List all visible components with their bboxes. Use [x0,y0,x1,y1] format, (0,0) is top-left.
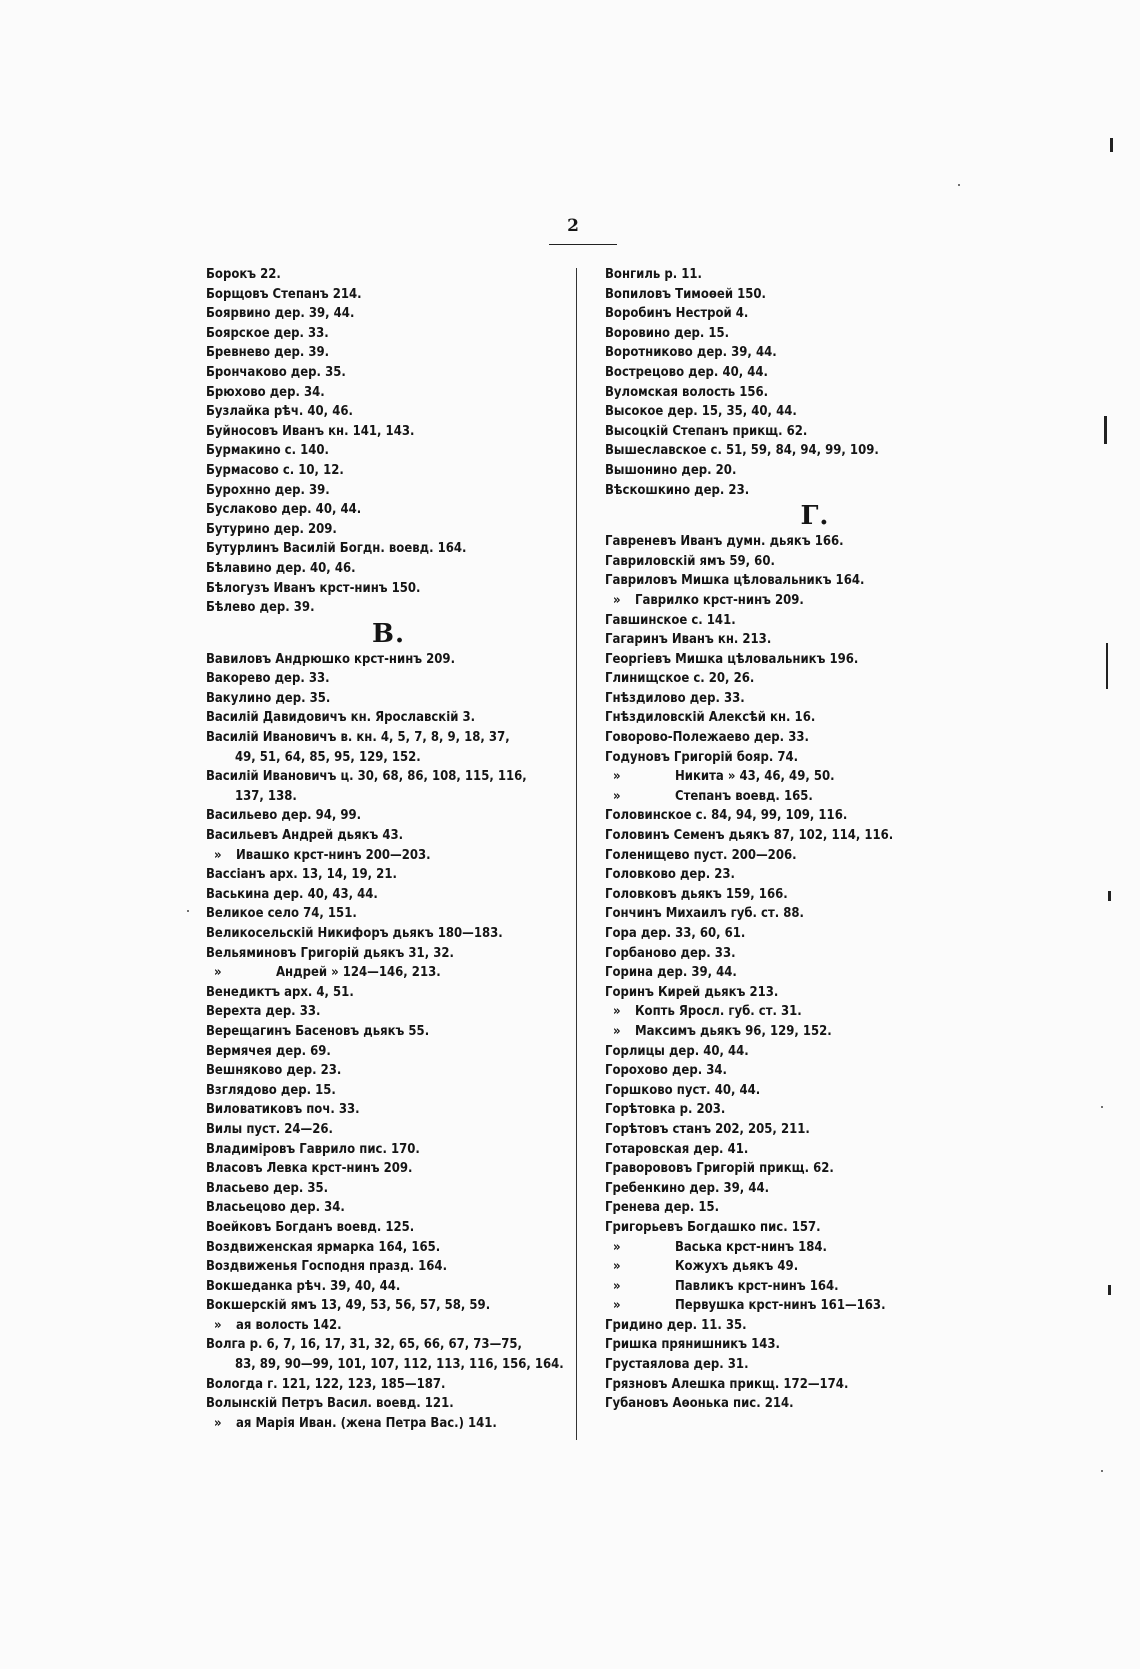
entry-text: Степанъ воевд. 165. [675,788,813,804]
index-entry [605,1061,1025,1081]
index-entry [605,826,1025,846]
entry-text: Высоцкій Степанъ прикщ. 62. [605,423,808,439]
entry-text: Вонгиль р. 11. [605,267,702,282]
index-entry [206,963,571,983]
index-entry [605,983,1025,1003]
entry-text: Гончинъ Михаилъ губ. ст. 88. [605,906,804,922]
index-entry [206,598,571,618]
entry-text: Грустаялова дер. 31. [605,1357,749,1373]
index-entry [206,885,571,905]
index-entry [206,1414,571,1434]
entry-text: Верехта дер. 33. [206,1004,321,1020]
index-entry [605,806,1025,826]
index-entry [206,539,571,559]
entry-text: Гнѣздиловскій Алексѣй кн. 16. [605,710,816,726]
scan-speck [187,910,189,912]
index-entry [605,532,1025,552]
index-entry [206,1022,571,1042]
index-entry [206,1120,571,1140]
ditto-mark: » [613,1259,621,1275]
index-entry [206,383,571,403]
margin-mark [1110,138,1113,152]
entry-text: Вѣскошкино дер. 23. [605,482,750,498]
index-entry [605,1100,1025,1120]
entry-text: Борщовъ Степанъ 214. [206,286,362,302]
entry-text: Буслаково дер. 40, 44. [206,502,362,518]
entry-text: Вавиловъ Андрюшко крст-нинъ 209. [206,651,456,667]
entry-text: Брюхово дер. 34. [206,384,325,400]
entry-text: Буйносовъ Иванъ кн. 141, 143. [206,423,415,439]
index-entry [605,787,1025,807]
index-entry [605,1140,1025,1160]
index-entry [206,669,571,689]
entry-text: Василій Давидовичъ кн. Ярославскій 3. [206,710,476,726]
entry-text: Боярское дер. 33. [206,325,329,341]
entry-text: Горина дер. 39, 44. [605,965,737,981]
entry-text: Гавриловъ Мишка цѣловальникъ 164. [605,573,865,589]
index-entry [206,924,571,944]
index-entry [605,441,1025,461]
entry-text: Бѣлогузъ Иванъ крст-нинъ 150. [206,580,421,596]
index-entry [605,1159,1025,1179]
index-entry [605,363,1025,383]
index-entry [605,944,1025,964]
entry-text: Готаровская дер. 41. [605,1141,749,1157]
index-entry [605,1002,1025,1022]
entry-text: Взглядово дер. 15. [206,1082,336,1098]
index-entry [605,708,1025,728]
entry-text: Владиміровъ Гаврило пис. 170. [206,1141,420,1157]
entry-text: Брончаково дер. 35. [206,364,346,380]
index-entry [206,520,571,540]
index-entry [206,402,571,422]
index-entry [206,559,571,579]
entry-text: Власовъ Левка крст-нинъ 209. [206,1161,413,1177]
entry-text: Великосельскій Никифоръ дьякъ 180—183. [206,926,503,941]
entry-text: Бревнево дер. 39. [206,345,330,361]
index-entry [605,285,1025,305]
entry-text: Васильево дер. 94, 99. [206,808,362,824]
entry-text: Головковъ дьякъ 159, 166. [605,886,788,902]
entry-text: Виловатиковъ поч. 33. [206,1102,360,1118]
margin-mark [1106,643,1108,689]
entry-text: Павликъ крст-нинъ 164. [675,1278,839,1294]
entry-text: Вакулино дер. 35. [206,690,331,706]
index-entry [605,481,1025,501]
index-entry [605,885,1025,905]
entry-text: Бутурино дер. 209. [206,521,337,537]
margin-mark [1108,1285,1111,1295]
entry-text: Вассіанъ арх. 13, 14, 19, 21. [206,867,397,883]
right-column [605,265,1025,1414]
entry-text: Вилы пуст. 24—26. [206,1121,333,1137]
entry-text: Головинъ Семенъ дьякъ 87, 102, 114, 116. [605,828,894,844]
ditto-mark: » [613,1004,621,1020]
entry-text: Василій Ивановичъ в. кн. 4, 5, 7, 8, 9, 18, 37, [206,730,510,746]
entry-text: Васька крст-нинъ 184. [675,1239,827,1255]
entry-text: Максимъ дьякъ 96, 129, 152. [635,1023,832,1039]
entry-text: Бѣлево дер. 39. [206,600,315,616]
index-entry [605,630,1025,650]
entry-text: Вокшеданка рѣч. 39, 40, 44. [206,1278,401,1294]
index-entry [206,1238,571,1258]
index-entry [605,1042,1025,1062]
index-entry [206,1394,571,1414]
entry-text: Васькина дер. 40, 43, 44. [206,886,378,902]
index-entry [605,963,1025,983]
entry-text: Воздвиженья Господня празд. 164. [206,1259,448,1275]
entry-text: Вельяминовъ Григорій дьякъ 31, 32. [206,945,454,961]
scan-speck [958,184,960,186]
entry-text: Боярвино дер. 39, 44. [206,306,355,322]
index-entry [206,1257,571,1277]
index-entry [605,1218,1025,1238]
index-entry [206,944,571,964]
ditto-mark: » [214,847,222,863]
index-entry [605,571,1025,591]
index-entry [206,748,571,768]
entry-text: Бѣлавино дер. 40, 46. [206,560,356,576]
index-entry [206,767,571,787]
entry-text: Воздвиженская ярмарка 164, 165. [206,1239,441,1255]
entry-text: Василій Ивановичъ ц. 30, 68, 86, 108, 115, 116, [206,769,527,785]
entry-text: Губановъ Аѳонька пис. 214. [605,1396,794,1412]
index-entry [206,1335,571,1355]
ditto-mark: » [613,1239,621,1255]
index-entry [206,806,571,826]
entry-text: Власьево дер. 35. [206,1180,329,1196]
index-entry [206,1277,571,1297]
index-entry [605,1335,1025,1355]
scan-speck [1101,1470,1103,1472]
index-entry [605,748,1025,768]
index-entry [206,343,571,363]
entry-text: Гришка прянишникъ 143. [605,1337,780,1353]
entry-text: Первушка крст-нинъ 161—163. [675,1298,886,1314]
entry-text: Волга р. 6, 7, 16, 17, 31, 32, 65, 66, 67, 73—75, [206,1337,522,1353]
index-entry [206,689,571,709]
index-entry [206,285,571,305]
ditto-mark: » [214,965,222,981]
index-entry [605,591,1025,611]
index-entry [206,265,571,285]
entry-text: Великое село 74, 151. [206,906,357,922]
index-entry [206,1159,571,1179]
index-entry [605,611,1025,631]
index-entry [605,728,1025,748]
index-entry [605,689,1025,709]
entry-text: Бурмасово с. 10, 12. [206,462,344,478]
ditto-mark: » [613,1023,621,1039]
ditto-mark: » [613,788,621,804]
entry-text: Гаврилко крст-нинъ 209. [635,592,804,608]
entry-text: Вермячея дер. 69. [206,1043,331,1059]
entry-text: Головинское с. 84, 94, 99, 109, 116. [605,808,848,824]
index-entry [206,1042,571,1062]
index-entry [206,1375,571,1395]
index-entry [206,1218,571,1238]
left-column [206,265,571,1433]
index-entry [206,304,571,324]
entry-text: Верещагинъ Басеновъ дьякъ 55. [206,1023,430,1039]
entry-text: Гагаринъ Иванъ кн. 213. [605,632,772,648]
index-entry [206,1296,571,1316]
index-entry [605,324,1025,344]
entry-text: Гавриловскій ямъ 59, 60. [605,553,775,569]
index-entry [605,402,1025,422]
entry-text: Власьецово дер. 34. [206,1200,345,1216]
entry-text: Волынскій Петръ Васил. воевд. 121. [206,1396,454,1412]
index-entry [206,708,571,728]
entry-text: Вокшерскій ямъ 13, 49, 53, 56, 57, 58, 59. [206,1298,491,1314]
index-entry [206,865,571,885]
entry-text: Григорьевъ Богдашко пис. 157. [605,1219,821,1235]
page-number: 2 [567,216,579,236]
ditto-mark: » [613,592,621,608]
entry-text: Кожухъ дьякъ 49. [675,1259,799,1275]
entry-text: Вышонино дер. 20. [605,462,737,478]
ditto-mark: » [214,1317,222,1333]
index-entry [605,1375,1025,1395]
entry-text: Горбаново дер. 33. [605,945,736,961]
entry-text: Горшково пуст. 40, 44. [605,1082,761,1098]
index-entry [206,846,571,866]
index-entry [605,1198,1025,1218]
index-entry [206,579,571,599]
entry-text: Копть Яросл. губ. ст. 31. [635,1004,802,1020]
margin-mark [1108,891,1111,901]
index-entry [605,650,1025,670]
entry-text: Венедиктъ арх. 4, 51. [206,984,354,1000]
scan-speck [1101,1106,1103,1108]
entry-text: Воровино дер. 15. [605,325,730,341]
index-entry [206,481,571,501]
entry-text: Вешняково дер. 23. [206,1063,342,1079]
index-entry [206,1316,571,1336]
entry-text: Голенищево пуст. 200—206. [605,847,797,863]
header-rule [549,244,617,245]
index-entry [605,422,1025,442]
entry-text: Горохово дер. 34. [605,1063,727,1079]
ditto-mark: » [613,1278,621,1294]
index-entry [605,383,1025,403]
entry-text: Гавшинское с. 141. [605,612,736,628]
entry-text: Вопиловъ Тимоѳей 150. [605,286,766,302]
entry-text: Ивашко крст-нинъ 200—203. [236,847,431,863]
index-entry [605,265,1025,285]
index-entry [605,1179,1025,1199]
entry-text: ая Марія Иван. (жена Петра Вас.) 141. [236,1415,497,1431]
entry-text: Воробинъ Нестрой 4. [605,306,749,322]
index-entry [206,461,571,481]
entry-text: Гнѣздилово дер. 33. [605,690,745,706]
entry-text: Никита » 43, 46, 49, 50. [675,769,835,785]
index-entry [605,1022,1025,1042]
index-entry [206,787,571,807]
entry-text: ая волость 142. [236,1317,342,1333]
index-entry [605,904,1025,924]
entry-text: Граворововъ Григорій прикщ. 62. [605,1161,834,1177]
index-entry [605,304,1025,324]
entry-text: Бурмакино с. 140. [206,443,329,459]
entry-text: Головково дер. 23. [605,867,735,883]
entry-text: Вакорево дер. 33. [206,671,330,687]
index-entry [605,343,1025,363]
entry-text: Гренева дер. 15. [605,1200,720,1216]
letter-heading: Г. [800,501,830,532]
entry-text: Воротниково дер. 39, 44. [605,345,777,361]
entry-text: Годуновъ Григорій бояр. 74. [605,749,799,765]
index-entry [206,422,571,442]
entry-text: Грязновъ Алешка прикщ. 172—174. [605,1376,849,1392]
entry-text: Гора дер. 33, 60, 61. [605,926,746,941]
index-entry [605,1081,1025,1101]
index-entry [206,1100,571,1120]
index-entry [605,1394,1025,1414]
index-entry [206,1061,571,1081]
index-entry [206,500,571,520]
entry-text: Васильевъ Андрей дьякъ 43. [206,828,404,844]
entry-text: Горѣтовка р. 203. [605,1102,726,1118]
entry-text: Горѣтовъ станъ 202, 205, 211. [605,1121,810,1137]
index-entry [605,1296,1025,1316]
index-entry [605,552,1025,572]
entry-text: Глинищское с. 20, 26. [605,671,755,687]
entry-text: 83, 89, 90—99, 101, 107, 112, 113, 116, 156, 164. [235,1357,564,1373]
entry-text: Говорово-Полежаево дер. 33. [605,730,809,746]
index-entry [605,1257,1025,1277]
index-entry [605,1355,1025,1375]
margin-mark [1104,416,1107,444]
entry-text: Воейковъ Богданъ воевд. 125. [206,1219,415,1235]
index-entry [206,983,571,1003]
index-entry [206,1355,571,1375]
index-entry [206,363,571,383]
index-entry [206,1179,571,1199]
index-entry [605,1277,1025,1297]
ditto-mark: » [214,1415,222,1431]
index-entry [605,461,1025,481]
entry-text: Гавреневъ Иванъ думн. дьякъ 166. [605,534,844,550]
ditto-mark: » [613,1298,621,1314]
index-entry [605,865,1025,885]
entry-text: Бутурлинъ Василій Богдн. воевд. 164. [206,541,467,557]
index-entry [206,1140,571,1160]
entry-text: 137, 138. [235,788,297,804]
index-entry [605,1238,1025,1258]
entry-text: Высокое дер. 15, 35, 40, 44. [605,404,797,420]
entry-text: 49, 51, 64, 85, 95, 129, 152. [235,749,421,765]
entry-text: Вуломская волость 156. [605,384,769,400]
entry-text: Вологда г. 121, 122, 123, 185—187. [206,1376,446,1392]
index-entry [605,767,1025,787]
index-entry [206,1081,571,1101]
entry-text: Гребенкино дер. 39, 44. [605,1180,770,1196]
index-entry [206,1198,571,1218]
entry-text: Горинъ Кирей дьякъ 213. [605,984,779,1000]
index-entry [206,728,571,748]
index-entry [605,846,1025,866]
ditto-mark: » [613,769,621,785]
index-entry [206,904,571,924]
index-entry [206,441,571,461]
index-entry [206,1002,571,1022]
index-entry [206,324,571,344]
column-divider [576,268,577,1440]
entry-text: Борокъ 22. [206,267,281,282]
index-entry [605,1316,1025,1336]
entry-text: Горлицы дер. 40, 44. [605,1043,749,1059]
index-entry [206,650,571,670]
index-entry [206,826,571,846]
entry-text: Гридино дер. 11. 35. [605,1317,747,1333]
index-entry [605,1120,1025,1140]
entry-text: Бузлайка рѣч. 40, 46. [206,404,353,420]
entry-text: Вышеславское с. 51, 59, 84, 94, 99, 109. [605,443,879,459]
letter-heading: В. [371,618,406,649]
entry-text: Георгіевъ Мишка цѣловальникъ 196. [605,651,859,667]
index-entry [605,924,1025,944]
entry-text: Вострецово дер. 40, 44. [605,364,768,380]
entry-text: Андрей » 124—146, 213. [276,965,441,981]
entry-text: Бурохнно дер. 39. [206,482,330,498]
index-entry [605,669,1025,689]
